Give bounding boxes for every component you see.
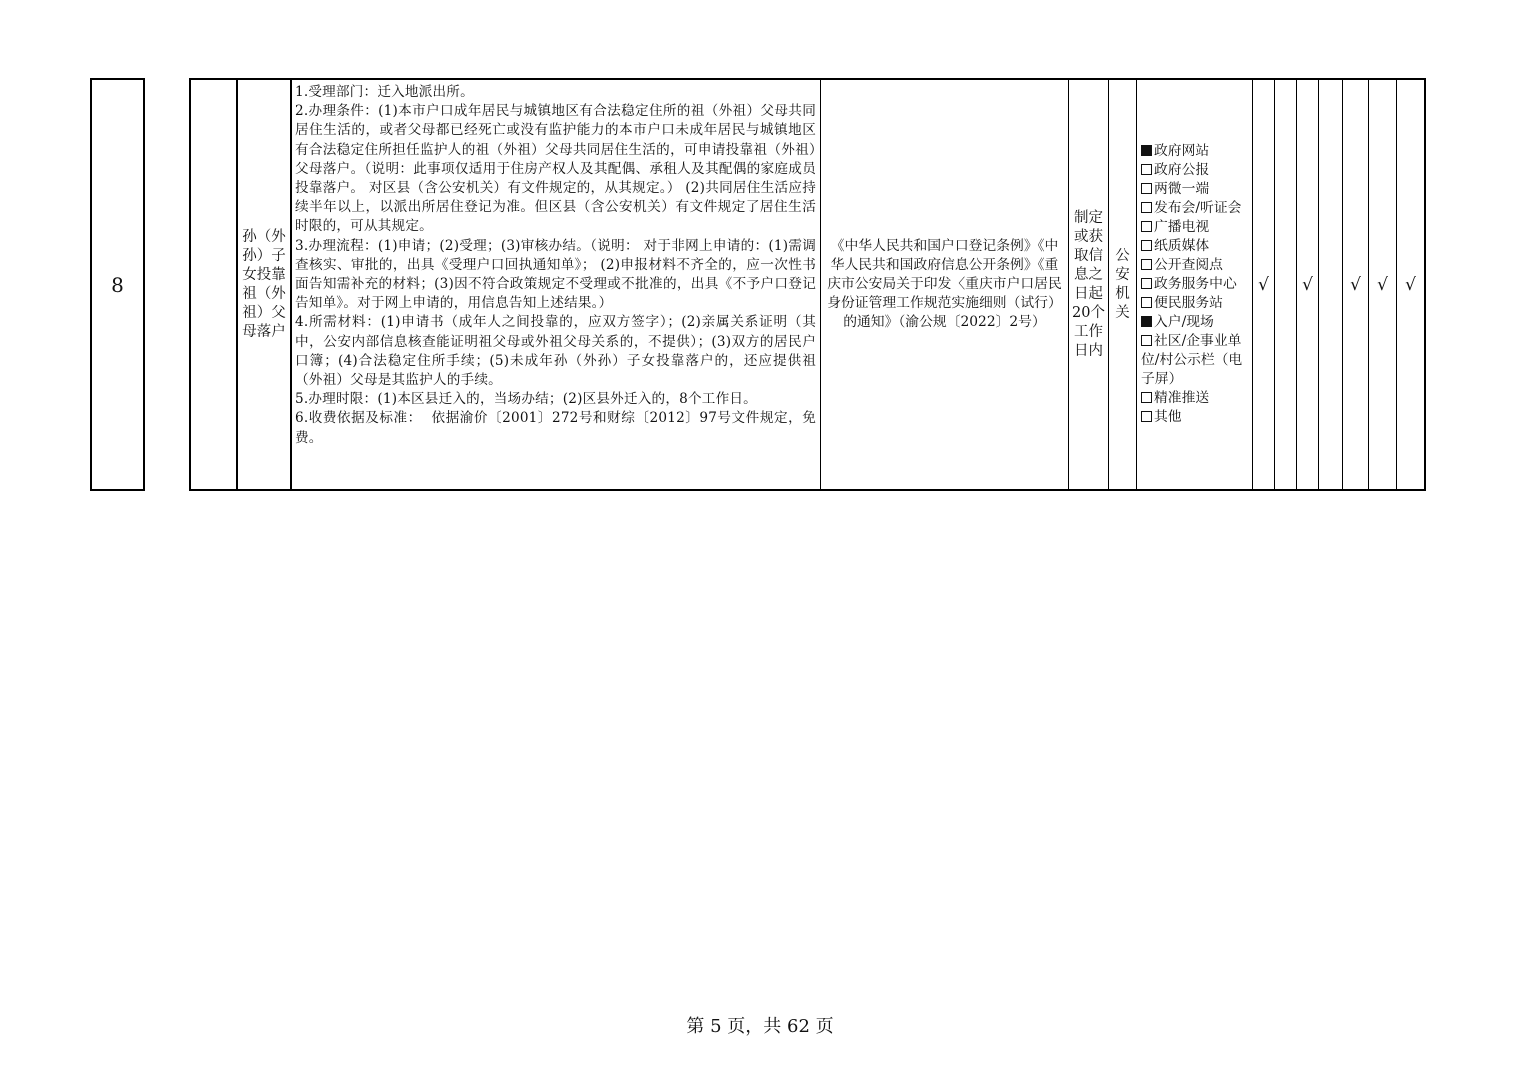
unchecked-box-icon	[1141, 202, 1152, 213]
channel-label: 政务服务中心	[1154, 276, 1237, 292]
item-details: 1.受理部门：迁入地派出所。 2.办理条件：(1)本市户口成年居民与城镇地区有合法稳定住所的祖（外祖）父母共同居住生活的，或者父母都已经死亡或没有监护能力的本市户口未成年居民与城镇地区有合法稳定住所担任监护人的祖（外祖）父母共同居住生活的，可申请投靠祖（外祖）父母落户。（说明：此事项仅适用于住房产权人及其配偶、承租人及其配偶的家庭成员投靠落户。 对区县（含公安机关）有文件规定的，从其规定。） (2)共同居住生活应持续半年以上，以派出所居住登记为准。但区县（含公安机关）有文件规定了居住生活时限的，可从其规定。 3.办理流程：(1)申请；(2)受理；(3)审核办结。（说明： 对于非网上申请的：(1)需调查核实、审批的，出具《受理户口回执通知单》； (2)申报材料不齐全的，应一次性书面告知需补充的材料；(3)因不符合政策规定不受理或不批准的，出具《不予户口登记告知单》。对于网上申请的，用信息告知上述结果。） 4.所需材料：(1)申请书（成年人之间投靠的，应双方签字）；(2)亲属关系证明（其中，公安内部信息核查能证明祖父母或外祖父母关系的，不提供）；(3)双方的居民户口簿；(4)合法稳定住所手续；(5)未成年孙（外孙）子女投靠落户的，还应提供祖（外祖）父母是其监护人的手续。 5.办理时限：(1)本区县迁入的，当场办结；(2)区县外迁入的，8个工作日。 6.收费依据及标准： 依据渝价〔2001〕272号和财综〔2012〕97号文件规定，免费。	[295, 84, 816, 446]
mark-cell: √	[1350, 274, 1361, 295]
channel-option	[1141, 275, 1250, 294]
channel-option	[1141, 237, 1250, 256]
channel-option	[1141, 256, 1250, 275]
channel-option	[1141, 294, 1250, 313]
disclosure-channels	[1137, 80, 1252, 489]
channel-label: 便民服务站	[1154, 295, 1223, 311]
unchecked-box-icon	[1141, 164, 1152, 175]
mark-cell: √	[1377, 274, 1388, 295]
responsible-authority: 公安机关	[1115, 247, 1130, 321]
page-number: 第 5 页，共 62 页	[686, 1016, 834, 1037]
unchecked-box-icon	[1141, 240, 1152, 251]
mark-cell: √	[1405, 274, 1416, 295]
channel-label: 发布会/听证会	[1154, 200, 1242, 216]
channel-label: 广播电视	[1154, 219, 1210, 235]
channel-label: 入户/现场	[1154, 314, 1214, 330]
mark-cell: √	[1258, 274, 1269, 295]
channel-option	[1141, 313, 1250, 332]
channel-label: 两微一端	[1154, 181, 1210, 197]
channel-option	[1141, 199, 1250, 218]
unchecked-box-icon	[1141, 278, 1152, 289]
channel-option	[1141, 180, 1250, 199]
unchecked-box-icon	[1141, 297, 1152, 308]
checked-box-icon	[1141, 316, 1152, 327]
channel-label: 政府公报	[1154, 162, 1210, 178]
channel-option	[1141, 332, 1250, 389]
row-number: 8	[111, 272, 124, 297]
channel-label: 其他	[1154, 409, 1182, 425]
checked-box-icon	[1141, 145, 1152, 156]
channel-label: 社区/企事业单位/村公示栏（电子屏）	[1141, 333, 1243, 387]
disclosure-time-limit: 制定或获取信息之日起20个工作日内	[1072, 209, 1105, 359]
unchecked-box-icon	[1141, 183, 1152, 194]
mark-cell	[1275, 80, 1296, 489]
channel-label: 纸质媒体	[1154, 238, 1210, 254]
unchecked-box-icon	[1141, 411, 1152, 422]
channel-option	[1141, 218, 1250, 237]
channel-option	[1141, 142, 1250, 161]
mark-cell: √	[1302, 274, 1313, 295]
channel-option	[1141, 389, 1250, 408]
channel-label: 精准推送	[1154, 390, 1210, 406]
channel-option	[1141, 408, 1250, 427]
mark-cell	[1319, 80, 1342, 489]
unchecked-box-icon	[1141, 392, 1152, 403]
channel-label: 公开查阅点	[1154, 257, 1223, 273]
unchecked-box-icon	[1141, 259, 1152, 270]
unchecked-box-icon	[1141, 335, 1152, 346]
channel-label: 政府网站	[1154, 143, 1210, 159]
item-name: 孙（外孙）子女投靠祖（外祖）父母落户	[242, 228, 286, 340]
unchecked-box-icon	[1141, 221, 1152, 232]
legal-basis: 《中华人民共和国户口登记条例》《中华人民共和国政府信息公开条例》《重庆市公安局关于印发〈重庆市户口居民身份证管理工作规范实施细则（试行）的通知》（渝公规〔2022〕2号）	[827, 238, 1062, 330]
channel-option	[1141, 161, 1250, 180]
